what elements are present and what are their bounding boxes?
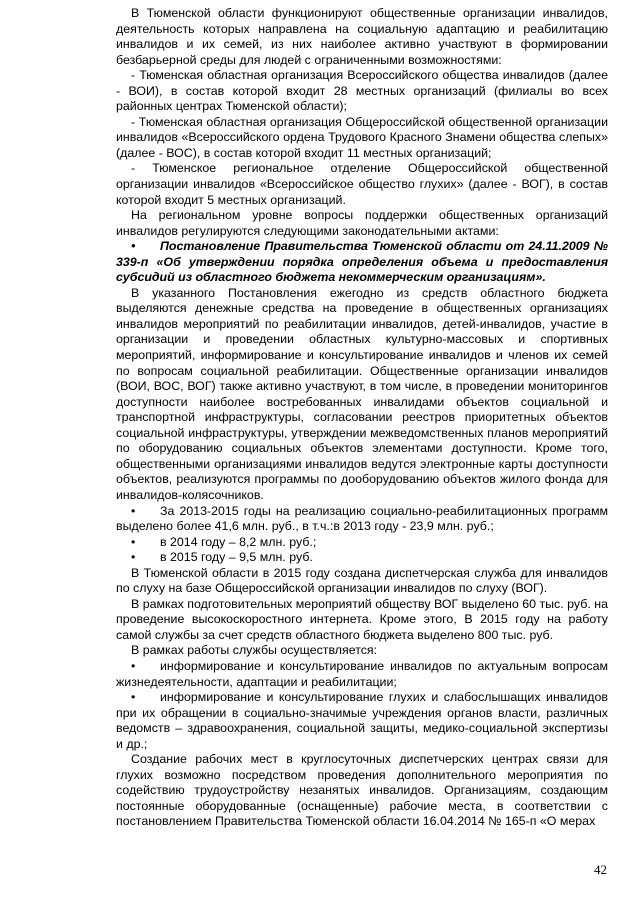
- paragraph-funding: • За 2013-2015 годы на реализацию социально-реабилитационных программ выделено более 41,6 млн. руб., в т.ч.:в 2013 году - 23,9 млн. руб.;: [116, 503, 608, 534]
- paragraph-service-scope: В рамках работы службы осуществляется:: [131, 643, 378, 658]
- list-item-consulting: • информирование и консультирование глухих и слабослышащих инвалидов при их обращении в социально-значимые учреждения органов власти, различных ведомств – здравоохранения, социальной защиты, медико-социальной экспертизы и др.;: [116, 690, 608, 751]
- paragraph-resolution: • Постановление Правительства Тюменской области от 24.11.2009 № 339-п «Об утверждении порядка определения объема и предоставления субсидий из областного бюджета некоммерческим организациям».: [116, 239, 608, 285]
- bullet-icon: •: [131, 690, 136, 705]
- paragraph-intro: В Тюменской области функционируют общественные организации инвалидов, деятельность которых направлена на социальную адаптацию и реабилитацию инвалидов и их семей, из них наиболее активно участвуют в формировании безбарьерной среды для людей с ограниченными возможностями:: [116, 6, 608, 67]
- paragraph-legislation: На региональном уровне вопросы поддержки общественных организаций инвалидов регулируются следующими законодательными актами:: [116, 208, 608, 238]
- bullet-icon: •: [131, 534, 136, 549]
- bullet-icon: •: [131, 550, 136, 565]
- page-number: 42: [594, 862, 607, 877]
- list-item-2015: • в 2015 году – 9,5 млн. руб.: [131, 550, 313, 565]
- paragraph-workplaces: Создание рабочих мест в круглосуточных диспетчерских центрах связи для глухих возможно посредством проведения дополнительного мероприятия по содействию трудоустройству незанятых инвалидов. Организациям, создающим постоянные оборудованные (оснащенные) рабочие места, в соответствии с постановлением Правительства Тюменской области 16.04.2014 № 165-п «О мерах: [116, 752, 608, 829]
- paragraph-preparation: В рамках подготовительных мероприятий обществу ВОГ выделено 60 тыс. руб. на проведение высокоскоростного интернета. Кроме этого, В 2015 году на работу самой службы за счет средств областного бюджета выделено 800 тыс. руб.: [116, 596, 608, 642]
- bullet-icon: •: [131, 239, 136, 254]
- list-item-2014: • в 2014 году – 8,2 млн. руб.;: [131, 534, 317, 549]
- document-body: [116, 6, 608, 830]
- paragraph-voi: - Тюменская областная организация Всероссийского общества инвалидов (далее - ВОИ), в состав которой входит 28 местных организаций (филиалы во всех районных центрах Тюменской области);: [116, 68, 608, 114]
- bullet-icon: •: [131, 658, 136, 673]
- paragraph-vog: - Тюменское региональное отделение Общероссийской общественной организации инвалидов «Всероссийское общество глухих» (далее - ВОГ), в состав которой входит 5 местных организаций.: [116, 161, 608, 207]
- paragraph-dispatch-service: В Тюменской области в 2015 году создана диспетчерская служба для инвалидов по слуху на базе Общероссийской организации инвалидов по слуху (ВОГ).: [116, 565, 608, 596]
- list-item-informing: • информирование и консультирование инвалидов по актуальным вопросам жизнедеятельности, адаптации и реабилитации;: [116, 658, 608, 689]
- paragraph-vos: - Тюменская областная организация Общероссийской общественной организации инвалидов «Всероссийского ордена Трудового Красного Знамени общества слепых» (далее - ВОС), в состав которой входит 11 местных организаций;: [116, 114, 608, 160]
- paragraph-subsidies: В указанного Постановления ежегодно из средств областного бюджета выделяются денежные средства на проведение в общественных организациях инвалидов мероприятий по реабилитации инвалидов, детей-инвалидов, участие в организации и проведении областных культурно-массовых и спортивных мероприятий, информирование и консультирование инвалидов и членов их семей по вопросам социальной реабилитации. Общественные организации инвалидов (ВОИ, ВОС, ВОГ) также активно участвуют, в том числе, в проведении мониторингов доступности наиболее востребованных инвалидами объектов социальной и транспортной инфраструктуры, согласовании реестров приоритетных объектов социальной инфраструктуры, утверждении межведомственных планов мероприятий по оборудованию социальных объектов элементами доступности. Кроме того, общественными организациями инвалидов ведутся электронные карты доступности объектов, реализуются программы по дооборудованию объектов жилого фонда для инвалидов-колясочников.: [116, 285, 608, 502]
- bullet-icon: •: [131, 503, 136, 518]
